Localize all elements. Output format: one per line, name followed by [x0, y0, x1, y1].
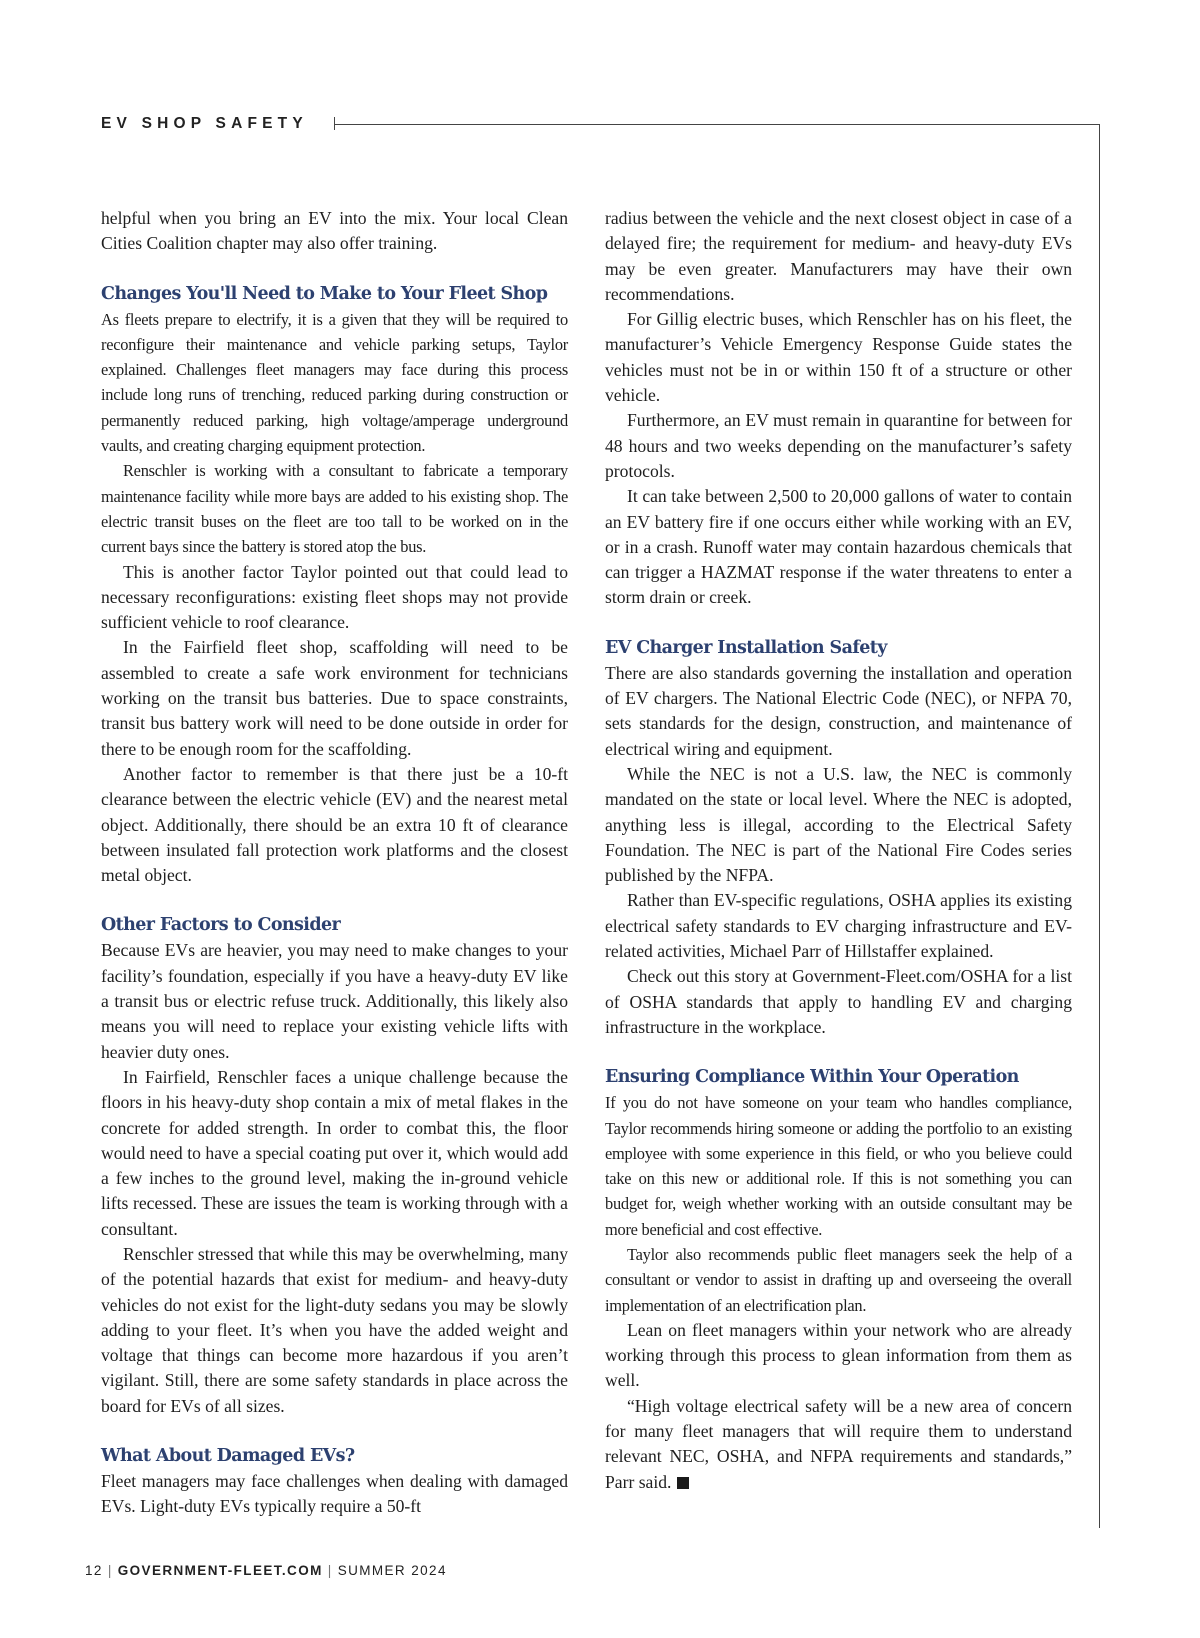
right-column	[605, 206, 1072, 1495]
paragraph-compliance-2: Taylor also recommends public fleet managers seek the help of a consultant or vendor to assist in drafting up and overseeing the overall implementation of an electrification plan.	[605, 1244, 1072, 1315]
paragraph-charger-3: Rather than EV-specific regulations, OSHA applies its existing electrical safety standards to EV charging infrastructure and EV-related activities, Michael Parr of Hillstaffer explained.	[605, 890, 1072, 962]
paragraph-other-1: Because EVs are heavier, you may need to make changes to your facility’s foundation, especially if you have a heavy-duty EV like a transit bus or electric refuse truck. Additionally, this likely also means you will need to replace your existing vehicle lifts with heavier duty ones.	[101, 940, 568, 1062]
paragraph-charger-2: While the NEC is not a U.S. law, the NEC is commonly mandated on the state or local level. Where the NEC is adopted, anything less is illegal, according to the Electrical Safety Foundation. The NEC is part of the National Fire Codes series published by the NFPA.	[605, 763, 1072, 886]
paragraph-other-2: In Fairfield, Renschler faces a unique challenge because the floors in his heavy-duty shop contain a mix of metal flakes in the concrete for added strength. In order to combat this, the floor would need to have a special coating put over it, which would add a few inches to the ground level, making the in-ground vehicle lifts recessed. These are issues the team is working through with a consultant.	[101, 1066, 568, 1239]
paragraph-compliance-4	[605, 1394, 1072, 1495]
heading-other-factors: Other Factors to Consider	[101, 915, 341, 936]
paragraph-other-3: Renschler stressed that while this may be overwhelming, many of the potential hazards that exist for medium- and heavy-duty vehicles do not exist for the light-duty sedans you may be slowly adding to your fleet. It’s when you have the added weight and voltage that things can become more hazardous if you aren’t vigilant. Still, there are some safety standards in place across the board for EVs of all sizes.	[101, 1243, 568, 1416]
paragraph-compliance-3: Lean on fleet managers within your network who are already working through this process to glean information from them as well.	[605, 1319, 1072, 1391]
end-of-article-mark	[677, 1477, 689, 1489]
page-frame-rule	[1099, 124, 1100, 1528]
paragraph-quarantine: Furthermore, an EV must remain in quarantine for between for 48 hours and two weeks depending on the manufacturer’s safety protocols.	[605, 410, 1072, 481]
section-label: EV SHOP SAFETY	[101, 115, 308, 132]
paragraph-changes-5: Another factor to remember is that there just be a 10-ft clearance between the electric vehicle (EV) and the nearest metal object. Additionally, there should be an extra 10 ft of clearance between insulated fall protection work platforms and the closest metal object.	[101, 763, 568, 886]
footer-divider: |	[107, 1563, 113, 1578]
paragraph-damaged-1: Fleet managers may face challenges when dealing with damaged EVs. Light-duty EVs typically require a 50-ft	[101, 1471, 568, 1517]
footer-issue: SUMMER 2024	[337, 1563, 447, 1578]
footer-site: GOVERNMENT-FLEET.COM	[117, 1563, 323, 1578]
header-rule	[334, 124, 1100, 125]
paragraph-changes-4: In the Fairfield fleet shop, scaffolding will need to be assembled to create a safe work environment for technicians working on the transit bus batteries. Due to space constraints, transit bus battery work will need to be done outside in order for there to be enough room for the scaffolding.	[101, 637, 568, 759]
left-column	[101, 206, 568, 1520]
heading-charger-safety: EV Charger Installation Safety	[605, 637, 887, 658]
page-number: 12	[85, 1563, 103, 1578]
paragraph-changes-1: As fleets prepare to electrify, it is a given that they will be required to reconfigure their maintenance and vehicle parking setups, Taylor explained. Challenges fleet managers may face during this process include long runs of trenching, reduced parking during construction or permanently reduced parking, high voltage/amperage underground vaults, and creating charging equipment protection.	[101, 309, 568, 456]
footer-divider: |	[327, 1563, 333, 1578]
heading-changes: Changes You'll Need to Make to Your Fleet Shop	[101, 283, 548, 304]
closing-quote-text: “High voltage electrical safety will be a new area of concern for many fleet managers that will require them to understand relevant NEC, OSHA, and NFPA requirements and standards,” Parr said.	[605, 1395, 1072, 1492]
paragraph-continued: radius between the vehicle and the next closest object in case of a delayed fire; the requirement for medium- and heavy-duty EVs may be even greater. Manufacturers may have their own recommendations.	[605, 208, 1072, 304]
page-footer	[85, 1563, 447, 1578]
paragraph-intro: helpful when you bring an EV into the mix. Your local Clean Cities Coalition chapter may also offer training.	[101, 208, 568, 254]
heading-damaged-evs: What About Damaged EVs?	[101, 1446, 355, 1467]
paragraph-gillig: For Gillig electric buses, which Renschler has on his fleet, the manufacturer’s Vehicle Emergency Response Guide states the vehicles must not be in or within 150 ft of a structure or other vehicle.	[605, 309, 1072, 406]
paragraph-water: It can take between 2,500 to 20,000 gallons of water to contain an EV battery fire if one occurs either while working with an EV, or in a crash. Runoff water may contain hazardous chemicals that can trigger a HAZMAT response if the water threatens to enter a storm drain or creek.	[605, 486, 1072, 608]
heading-compliance: Ensuring Compliance Within Your Operation	[605, 1067, 1019, 1088]
paragraph-compliance-1: If you do not have someone on your team who handles compliance, Taylor recommends hiring someone or adding the portfolio to an existing employee with some experience in this field, or who you believe could take on this new or additional role. If this is not something you can budget for, weigh whether working with an outside consultant may be more beneficial and cost effective.	[605, 1093, 1072, 1239]
paragraph-charger-1: There are also standards governing the installation and operation of EV chargers. The National Electric Code (NEC), or NFPA 70, sets standards for the design, construction, and maintenance of electrical wiring and equipment.	[605, 662, 1072, 759]
paragraph-charger-4: Check out this story at Government-Fleet.com/OSHA for a list of OSHA standards that apply to handling EV and charging infrastructure in the workplace.	[605, 966, 1072, 1037]
paragraph-changes-2: Renschler is working with a consultant to fabricate a temporary maintenance facility while more bays are added to his existing shop. The electric transit buses on the fleet are too tall to be worked on in the current bays since the battery is stored atop the bus.	[101, 461, 568, 557]
paragraph-changes-3: This is another factor Taylor pointed out that could lead to necessary reconfigurations: existing fleet shops may not provide sufficient vehicle to roof clearance.	[101, 561, 568, 633]
